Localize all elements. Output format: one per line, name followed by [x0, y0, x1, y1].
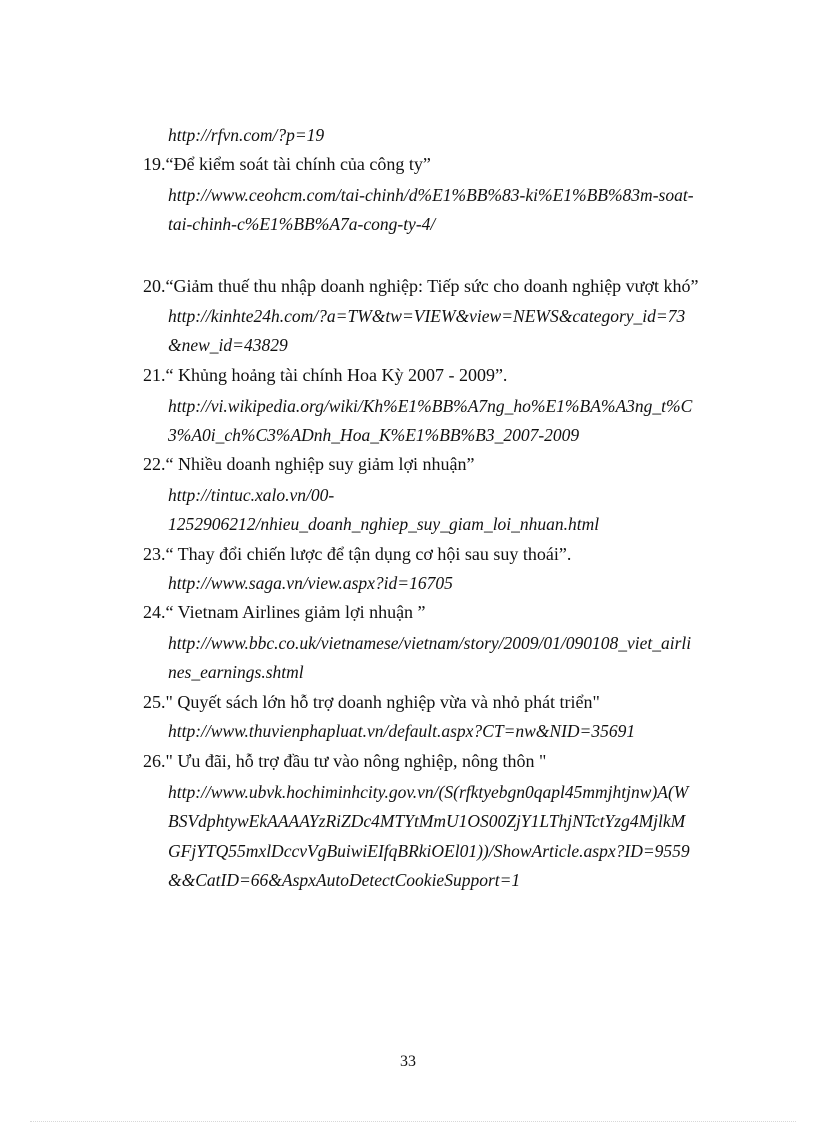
reference-url[interactable]: 3%A0i_ch%C3%ADnh_Hoa_K%E1%BB%B3_2007-2009: [168, 425, 580, 445]
reference-22-title: [143, 453, 474, 475]
reference-number: 22.: [143, 454, 166, 474]
reference-url[interactable]: &&CatID=66&AspxAutoDetectCookieSupport=1: [168, 870, 521, 890]
reference-url[interactable]: http://kinhte24h.com/?a=TW&tw=VIEW&view=NEWS&category_id=73: [168, 306, 686, 326]
reference-title-text: “ Vietnam Airlines giảm lợi nhuận ”: [165, 602, 426, 622]
reference-url[interactable]: tai-chinh-c%E1%BB%A7a-cong-ty-4/: [168, 214, 436, 234]
reference-19-title: [143, 153, 431, 175]
reference-url[interactable]: http://vi.wikipedia.org/wiki/Kh%E1%BB%A7ng_ho%E1%BA%A3ng_t%C: [168, 396, 693, 416]
reference-number: 23.: [143, 544, 166, 564]
reference-url[interactable]: &new_id=43829: [168, 335, 288, 355]
reference-url[interactable]: GFjYTQ55mxlDccvVgBuiwiEIfqBRkiOEl01))/ShowArticle.aspx?ID=9559: [168, 841, 690, 861]
reference-url[interactable]: http://www.saga.vn/view.aspx?id=16705: [168, 573, 453, 593]
reference-number: 21.: [143, 365, 166, 385]
reference-title-text: " Ưu đãi, hỗ trợ đầu tư vào nông nghiệp, nông thôn ": [165, 751, 547, 771]
reference-url[interactable]: http://www.thuvienphapluat.vn/default.aspx?CT=nw&NID=35691: [168, 721, 636, 741]
reference-title-text: “Giảm thuế thu nhập doanh nghiệp: Tiếp sức cho doanh nghiệp vượt khó”: [165, 276, 699, 296]
reference-url[interactable]: http://rfvn.com/?p=19: [168, 125, 325, 145]
reference-url[interactable]: 1252906212/nhieu_doanh_nghiep_suy_giam_loi_nhuan.html: [168, 514, 600, 534]
reference-number: 26.: [143, 751, 166, 771]
reference-20-title: [143, 275, 698, 297]
reference-title-text: “ Thay đổi chiến lược để tận dụng cơ hội sau suy thoái”.: [165, 544, 572, 564]
reference-25-title: [143, 691, 600, 713]
reference-21-title: [143, 364, 507, 386]
reference-number: 25.: [143, 692, 166, 712]
reference-url[interactable]: http://tintuc.xalo.vn/00-: [168, 485, 335, 505]
reference-url[interactable]: nes_earnings.shtml: [168, 662, 304, 682]
reference-title-text: " Quyết sách lớn hỗ trợ doanh nghiệp vừa và nhỏ phát triển": [165, 692, 600, 712]
reference-title-text: “ Khủng hoảng tài chính Hoa Kỳ 2007 - 2009”.: [165, 365, 508, 385]
reference-number: 20.: [143, 276, 166, 296]
reference-number: 24.: [143, 602, 166, 622]
reference-url[interactable]: http://www.ubvk.hochiminhcity.gov.vn/(S(rfktyebgn0qapl45mmjhtjnw)A(W: [168, 782, 689, 802]
reference-26-title: [143, 750, 546, 772]
reference-title-text: “ Nhiều doanh nghiệp suy giảm lợi nhuận”: [165, 454, 475, 474]
reference-23-title: [143, 543, 571, 565]
reference-url[interactable]: http://www.bbc.co.uk/vietnamese/vietnam/story/2009/01/090108_viet_airli: [168, 633, 692, 653]
page-bottom-divider: [30, 1121, 796, 1122]
page-number: 33: [400, 1053, 416, 1070]
reference-24-title: [143, 601, 426, 623]
reference-url[interactable]: http://www.ceohcm.com/tai-chinh/d%E1%BB%83-ki%E1%BB%83m-soat-: [168, 185, 694, 205]
reference-title-text: “Để kiểm soát tài chính của công ty”: [165, 154, 431, 174]
reference-number: 19.: [143, 154, 166, 174]
reference-url[interactable]: BSVdphtywEkAAAAYzRiZDc4MTYtMmU1OS00ZjY1LThjNTctYzg4MjlkM: [168, 811, 686, 831]
